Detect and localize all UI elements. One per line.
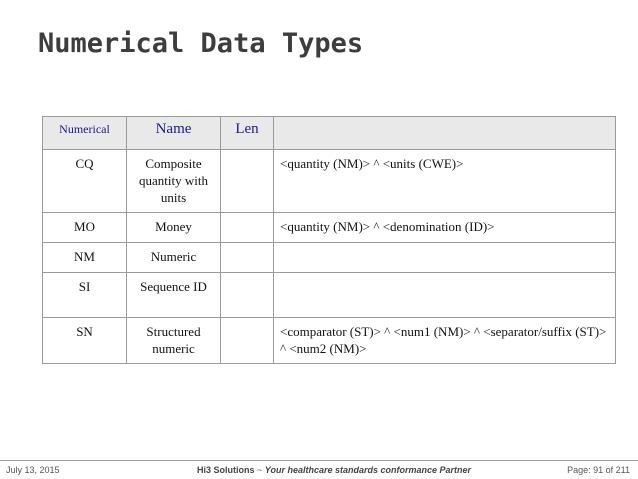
type-len — [221, 318, 274, 364]
footer-center — [197, 465, 471, 475]
footer-org: Hi3 Solutions — [197, 465, 255, 475]
type-components: <quantity (NM)> ^ <units (CWE)> — [274, 150, 616, 213]
table-row — [43, 273, 616, 318]
header-numerical: Numerical — [43, 117, 127, 150]
type-code: NM — [43, 243, 127, 273]
type-len — [221, 243, 274, 273]
type-components — [274, 243, 616, 273]
footer-tagline: Your healthcare standards conformance Partner — [264, 465, 472, 475]
type-components: <quantity (NM)> ^ <denomination (ID)> — [274, 213, 616, 243]
footer-date: July 13, 2015 — [6, 465, 60, 475]
table-header-row — [43, 117, 616, 150]
footer-divider — [0, 460, 638, 461]
footer-page-number: Page: 91 of 211 — [567, 465, 630, 475]
type-name: Numeric — [127, 243, 221, 273]
type-components: <comparator (ST)> ^ <num1 (NM)> ^ <separator/suffix (ST)> ^ <num2 (NM)> — [274, 318, 616, 364]
type-code: SI — [43, 273, 127, 318]
table-row — [43, 150, 616, 213]
footer-separator: ~ — [254, 465, 265, 475]
type-code: MO — [43, 213, 127, 243]
type-name: Sequence ID — [127, 273, 221, 318]
header-len: Len — [221, 117, 274, 150]
data-types-table — [42, 116, 616, 364]
type-name: Composite quantity with units — [127, 150, 221, 213]
type-code: CQ — [43, 150, 127, 213]
header-components — [274, 117, 616, 150]
type-len — [221, 213, 274, 243]
type-code: SN — [43, 318, 127, 364]
type-name: Money — [127, 213, 221, 243]
slide-title: Numerical Data Types — [38, 28, 364, 59]
type-len — [221, 150, 274, 213]
table-row — [43, 213, 616, 243]
table-row — [43, 318, 616, 364]
type-len — [221, 273, 274, 318]
header-name: Name — [127, 117, 221, 150]
table-row — [43, 243, 616, 273]
type-components — [274, 273, 616, 318]
type-name: Structured numeric — [127, 318, 221, 364]
